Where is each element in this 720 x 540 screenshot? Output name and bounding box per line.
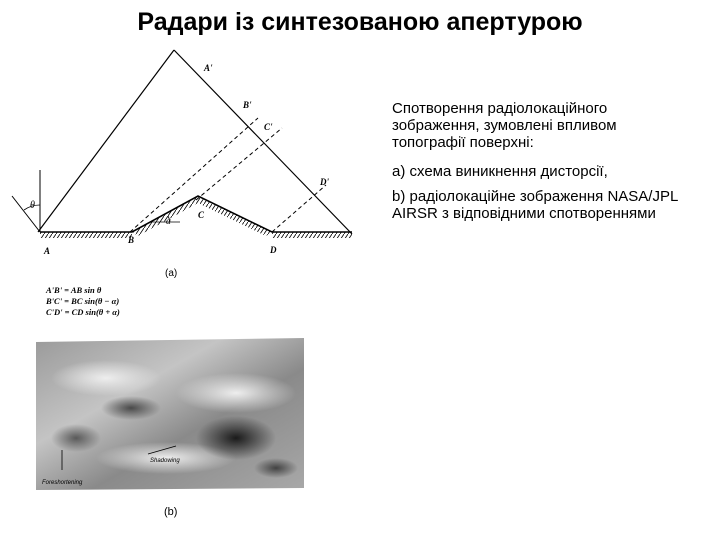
label-theta: θ	[30, 200, 35, 211]
caption-a: (a)	[165, 268, 178, 279]
distortion-diagram	[0, 0, 380, 330]
ray-D	[272, 185, 326, 232]
ground-hatch-left	[40, 232, 132, 238]
label-D-prime: D'	[320, 177, 329, 187]
ray-B	[130, 118, 258, 232]
shadow-region-4	[254, 458, 298, 478]
radar-image	[36, 338, 304, 490]
label-C-prime: C'	[264, 122, 273, 132]
slide-title: Радари із синтезованою апертурою	[137, 8, 583, 36]
bright-ridge-2	[176, 373, 296, 413]
shadow-region-2	[101, 396, 161, 420]
label-foreshortening: Foreshortening	[42, 480, 83, 486]
shadow-region-1	[196, 416, 276, 460]
ground-hatch-right	[272, 232, 352, 238]
label-A: A	[44, 246, 51, 256]
label-A-prime: A'	[204, 63, 213, 73]
label-alpha: α	[166, 216, 171, 226]
slant-plane-right	[174, 50, 352, 234]
label-B: B	[128, 235, 135, 245]
ray-C	[196, 128, 282, 200]
description-intro: Спотворення радіолокаційного зображення, зумовлені впливом топографії поверхні:	[392, 100, 617, 151]
formula-ab: A'B' = AB sin θ	[46, 285, 102, 295]
description-item-a: a) схема виникнення дисторсії,	[392, 163, 608, 180]
label-D: D	[270, 245, 277, 255]
caption-b: (b)	[164, 506, 178, 518]
shadow-region-3	[51, 424, 101, 452]
description-text	[392, 100, 692, 234]
formula-cd: C'D' = CD sin(θ + α)	[46, 307, 120, 317]
label-C: C	[198, 210, 205, 220]
label-B-prime: B'	[243, 100, 252, 110]
label-shadowing: Shadowing	[150, 458, 180, 464]
description-item-b: b) радіолокаційне зображення NASA/JPL AIRSR з відповідними спотвореннями	[392, 188, 678, 222]
slant-plane-left	[38, 50, 174, 232]
formula-bc: B'C' = BC sin(θ − α)	[46, 296, 120, 306]
incidence-ray-A	[12, 196, 40, 232]
bright-ridge-1	[51, 360, 161, 396]
